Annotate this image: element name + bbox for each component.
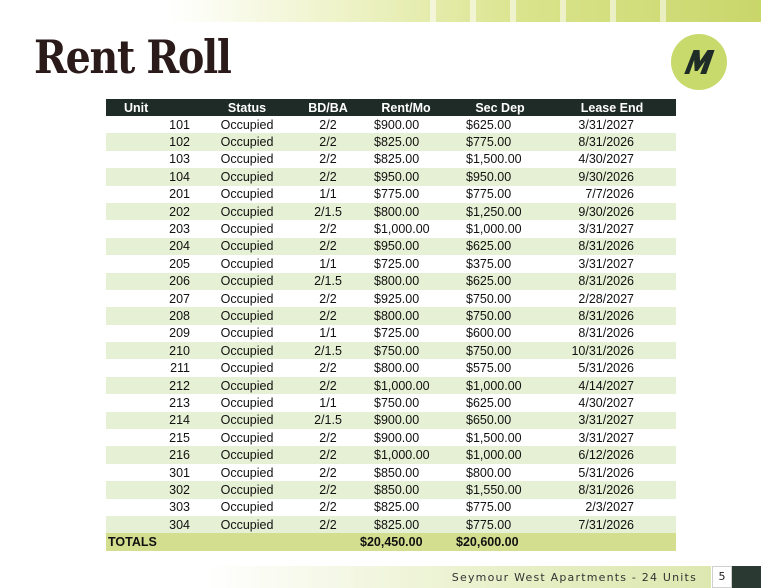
footer-dark-block bbox=[732, 566, 761, 588]
cell-status: Occupied bbox=[198, 307, 296, 324]
cell-deposit: $750.00 bbox=[452, 290, 548, 307]
page-title: Rent Roll bbox=[34, 30, 231, 84]
cell-status: Occupied bbox=[198, 516, 296, 533]
cell-rent: $1,000.00 bbox=[360, 220, 452, 237]
cell-deposit: $750.00 bbox=[452, 307, 548, 324]
cell-status: Occupied bbox=[198, 464, 296, 481]
header-unit: Unit bbox=[106, 99, 198, 116]
cell-deposit: $1,250.00 bbox=[452, 203, 548, 220]
cell-bdba: 2/2 bbox=[296, 133, 360, 150]
cell-unit: 208 bbox=[106, 307, 198, 324]
cell-status: Occupied bbox=[198, 168, 296, 185]
cell-lease-end: 4/30/2027 bbox=[548, 151, 676, 168]
cell-deposit: $775.00 bbox=[452, 186, 548, 203]
cell-bdba: 2/2 bbox=[296, 359, 360, 376]
header-status: Status bbox=[198, 99, 296, 116]
cell-deposit: $1,000.00 bbox=[452, 220, 548, 237]
cell-status: Occupied bbox=[198, 220, 296, 237]
cell-lease-end: 8/31/2026 bbox=[548, 133, 676, 150]
cell-deposit: $800.00 bbox=[452, 464, 548, 481]
cell-deposit: $950.00 bbox=[452, 168, 548, 185]
cell-deposit: $775.00 bbox=[452, 516, 548, 533]
cell-deposit: $750.00 bbox=[452, 342, 548, 359]
cell-bdba: 1/1 bbox=[296, 255, 360, 272]
cell-bdba: 2/2 bbox=[296, 151, 360, 168]
cell-deposit: $625.00 bbox=[452, 238, 548, 255]
cell-lease-end: 8/31/2026 bbox=[548, 307, 676, 324]
cell-deposit: $1,550.00 bbox=[452, 481, 548, 498]
cell-rent: $725.00 bbox=[360, 255, 452, 272]
cell-lease-end: 6/12/2026 bbox=[548, 446, 676, 463]
cell-status: Occupied bbox=[198, 481, 296, 498]
cell-deposit: $600.00 bbox=[452, 325, 548, 342]
cell-status: Occupied bbox=[198, 342, 296, 359]
cell-rent: $900.00 bbox=[360, 412, 452, 429]
cell-lease-end: 5/31/2026 bbox=[548, 464, 676, 481]
cell-bdba: 2/2 bbox=[296, 220, 360, 237]
cell-unit: 213 bbox=[106, 394, 198, 411]
cell-lease-end: 3/31/2027 bbox=[548, 255, 676, 272]
totals-lease-empty bbox=[548, 533, 676, 551]
m-logo-icon bbox=[682, 47, 716, 77]
rent-roll-table-container bbox=[106, 99, 646, 551]
rent-roll-table bbox=[106, 99, 676, 551]
cell-lease-end: 3/31/2027 bbox=[548, 429, 676, 446]
cell-unit: 206 bbox=[106, 273, 198, 290]
table-row bbox=[106, 133, 676, 150]
band-stripe bbox=[660, 0, 666, 22]
cell-deposit: $625.00 bbox=[452, 273, 548, 290]
cell-deposit: $1,000.00 bbox=[452, 377, 548, 394]
table-row bbox=[106, 203, 676, 220]
cell-unit: 302 bbox=[106, 481, 198, 498]
cell-status: Occupied bbox=[198, 377, 296, 394]
cell-bdba: 2/2 bbox=[296, 464, 360, 481]
cell-bdba: 2/2 bbox=[296, 238, 360, 255]
cell-rent: $925.00 bbox=[360, 290, 452, 307]
footer-property-name: Seymour West Apartments - 24 Units bbox=[451, 571, 697, 584]
cell-deposit: $650.00 bbox=[452, 412, 548, 429]
cell-rent: $800.00 bbox=[360, 203, 452, 220]
cell-lease-end: 2/3/2027 bbox=[548, 499, 676, 516]
cell-status: Occupied bbox=[198, 151, 296, 168]
cell-bdba: 2/2 bbox=[296, 446, 360, 463]
table-row bbox=[106, 499, 676, 516]
table-row bbox=[106, 273, 676, 290]
cell-bdba: 2/1.5 bbox=[296, 273, 360, 290]
cell-deposit: $1,500.00 bbox=[452, 151, 548, 168]
cell-status: Occupied bbox=[198, 116, 296, 133]
cell-status: Occupied bbox=[198, 203, 296, 220]
cell-bdba: 2/2 bbox=[296, 116, 360, 133]
cell-rent: $1,000.00 bbox=[360, 446, 452, 463]
top-decorative-band bbox=[0, 0, 761, 22]
cell-bdba: 2/2 bbox=[296, 307, 360, 324]
cell-bdba: 2/2 bbox=[296, 516, 360, 533]
header-rent: Rent/Mo bbox=[360, 99, 452, 116]
cell-lease-end: 7/31/2026 bbox=[548, 516, 676, 533]
cell-unit: 205 bbox=[106, 255, 198, 272]
cell-bdba: 2/2 bbox=[296, 377, 360, 394]
cell-lease-end: 5/31/2026 bbox=[548, 359, 676, 376]
cell-rent: $775.00 bbox=[360, 186, 452, 203]
cell-unit: 209 bbox=[106, 325, 198, 342]
table-row bbox=[106, 342, 676, 359]
cell-bdba: 2/2 bbox=[296, 481, 360, 498]
cell-unit: 203 bbox=[106, 220, 198, 237]
band-stripe bbox=[560, 0, 566, 22]
cell-rent: $750.00 bbox=[360, 342, 452, 359]
header-bdba: BD/BA bbox=[296, 99, 360, 116]
cell-rent: $950.00 bbox=[360, 168, 452, 185]
totals-deposit: $20,600.00 bbox=[452, 533, 548, 551]
cell-bdba: 2/1.5 bbox=[296, 203, 360, 220]
cell-rent: $825.00 bbox=[360, 516, 452, 533]
cell-status: Occupied bbox=[198, 290, 296, 307]
table-row bbox=[106, 464, 676, 481]
cell-deposit: $775.00 bbox=[452, 499, 548, 516]
cell-rent: $725.00 bbox=[360, 325, 452, 342]
cell-unit: 216 bbox=[106, 446, 198, 463]
table-row bbox=[106, 220, 676, 237]
cell-status: Occupied bbox=[198, 186, 296, 203]
cell-lease-end: 9/30/2026 bbox=[548, 168, 676, 185]
cell-status: Occupied bbox=[198, 359, 296, 376]
cell-lease-end: 8/31/2026 bbox=[548, 238, 676, 255]
cell-lease-end: 3/31/2027 bbox=[548, 116, 676, 133]
table-row bbox=[106, 412, 676, 429]
cell-unit: 303 bbox=[106, 499, 198, 516]
table-row bbox=[106, 151, 676, 168]
cell-deposit: $625.00 bbox=[452, 116, 548, 133]
totals-label: TOTALS bbox=[106, 533, 360, 551]
cell-bdba: 2/2 bbox=[296, 168, 360, 185]
cell-status: Occupied bbox=[198, 412, 296, 429]
cell-unit: 104 bbox=[106, 168, 198, 185]
cell-deposit: $775.00 bbox=[452, 133, 548, 150]
cell-rent: $800.00 bbox=[360, 273, 452, 290]
cell-bdba: 2/2 bbox=[296, 290, 360, 307]
cell-deposit: $1,000.00 bbox=[452, 446, 548, 463]
cell-status: Occupied bbox=[198, 255, 296, 272]
cell-bdba: 1/1 bbox=[296, 186, 360, 203]
cell-rent: $850.00 bbox=[360, 481, 452, 498]
cell-lease-end: 9/30/2026 bbox=[548, 203, 676, 220]
cell-bdba: 2/2 bbox=[296, 499, 360, 516]
table-row bbox=[106, 186, 676, 203]
totals-row bbox=[106, 533, 676, 551]
cell-unit: 103 bbox=[106, 151, 198, 168]
header-deposit: Sec Dep bbox=[452, 99, 548, 116]
cell-unit: 210 bbox=[106, 342, 198, 359]
brand-logo bbox=[671, 34, 727, 90]
cell-rent: $800.00 bbox=[360, 359, 452, 376]
table-row bbox=[106, 516, 676, 533]
cell-lease-end: 4/30/2027 bbox=[548, 394, 676, 411]
cell-lease-end: 8/31/2026 bbox=[548, 481, 676, 498]
cell-unit: 202 bbox=[106, 203, 198, 220]
cell-unit: 212 bbox=[106, 377, 198, 394]
cell-unit: 304 bbox=[106, 516, 198, 533]
cell-rent: $900.00 bbox=[360, 116, 452, 133]
page-number: 5 bbox=[712, 566, 732, 588]
cell-unit: 101 bbox=[106, 116, 198, 133]
table-row bbox=[106, 168, 676, 185]
cell-rent: $800.00 bbox=[360, 307, 452, 324]
cell-lease-end: 3/31/2027 bbox=[548, 220, 676, 237]
cell-rent: $750.00 bbox=[360, 394, 452, 411]
cell-rent: $850.00 bbox=[360, 464, 452, 481]
cell-status: Occupied bbox=[198, 133, 296, 150]
table-row bbox=[106, 377, 676, 394]
cell-lease-end: 10/31/2026 bbox=[548, 342, 676, 359]
cell-lease-end: 3/31/2027 bbox=[548, 412, 676, 429]
cell-status: Occupied bbox=[198, 325, 296, 342]
table-row bbox=[106, 290, 676, 307]
table-row bbox=[106, 446, 676, 463]
cell-bdba: 1/1 bbox=[296, 394, 360, 411]
table-row bbox=[106, 307, 676, 324]
cell-unit: 201 bbox=[106, 186, 198, 203]
cell-unit: 204 bbox=[106, 238, 198, 255]
table-row bbox=[106, 359, 676, 376]
band-stripe bbox=[470, 0, 476, 22]
cell-rent: $825.00 bbox=[360, 133, 452, 150]
cell-status: Occupied bbox=[198, 429, 296, 446]
band-stripe bbox=[430, 0, 436, 22]
cell-unit: 211 bbox=[106, 359, 198, 376]
table-row bbox=[106, 325, 676, 342]
table-row bbox=[106, 116, 676, 133]
cell-rent: $900.00 bbox=[360, 429, 452, 446]
header-lease-end: Lease End bbox=[548, 99, 676, 116]
table-row bbox=[106, 255, 676, 272]
cell-bdba: 1/1 bbox=[296, 325, 360, 342]
cell-unit: 207 bbox=[106, 290, 198, 307]
cell-rent: $825.00 bbox=[360, 151, 452, 168]
table-header-row bbox=[106, 99, 676, 116]
cell-bdba: 2/2 bbox=[296, 429, 360, 446]
cell-status: Occupied bbox=[198, 273, 296, 290]
table-row bbox=[106, 394, 676, 411]
table-row bbox=[106, 429, 676, 446]
cell-rent: $825.00 bbox=[360, 499, 452, 516]
cell-unit: 102 bbox=[106, 133, 198, 150]
cell-lease-end: 8/31/2026 bbox=[548, 273, 676, 290]
band-stripe bbox=[510, 0, 516, 22]
cell-lease-end: 8/31/2026 bbox=[548, 325, 676, 342]
cell-status: Occupied bbox=[198, 446, 296, 463]
cell-deposit: $575.00 bbox=[452, 359, 548, 376]
cell-deposit: $1,500.00 bbox=[452, 429, 548, 446]
cell-lease-end: 2/28/2027 bbox=[548, 290, 676, 307]
cell-deposit: $375.00 bbox=[452, 255, 548, 272]
cell-status: Occupied bbox=[198, 238, 296, 255]
cell-status: Occupied bbox=[198, 499, 296, 516]
band-stripe bbox=[610, 0, 616, 22]
cell-lease-end: 7/7/2026 bbox=[548, 186, 676, 203]
cell-rent: $950.00 bbox=[360, 238, 452, 255]
cell-status: Occupied bbox=[198, 394, 296, 411]
cell-unit: 214 bbox=[106, 412, 198, 429]
totals-rent: $20,450.00 bbox=[360, 533, 452, 551]
cell-bdba: 2/1.5 bbox=[296, 342, 360, 359]
cell-unit: 215 bbox=[106, 429, 198, 446]
cell-lease-end: 4/14/2027 bbox=[548, 377, 676, 394]
table-row bbox=[106, 481, 676, 498]
cell-bdba: 2/1.5 bbox=[296, 412, 360, 429]
cell-unit: 301 bbox=[106, 464, 198, 481]
table-row bbox=[106, 238, 676, 255]
cell-deposit: $625.00 bbox=[452, 394, 548, 411]
cell-rent: $1,000.00 bbox=[360, 377, 452, 394]
